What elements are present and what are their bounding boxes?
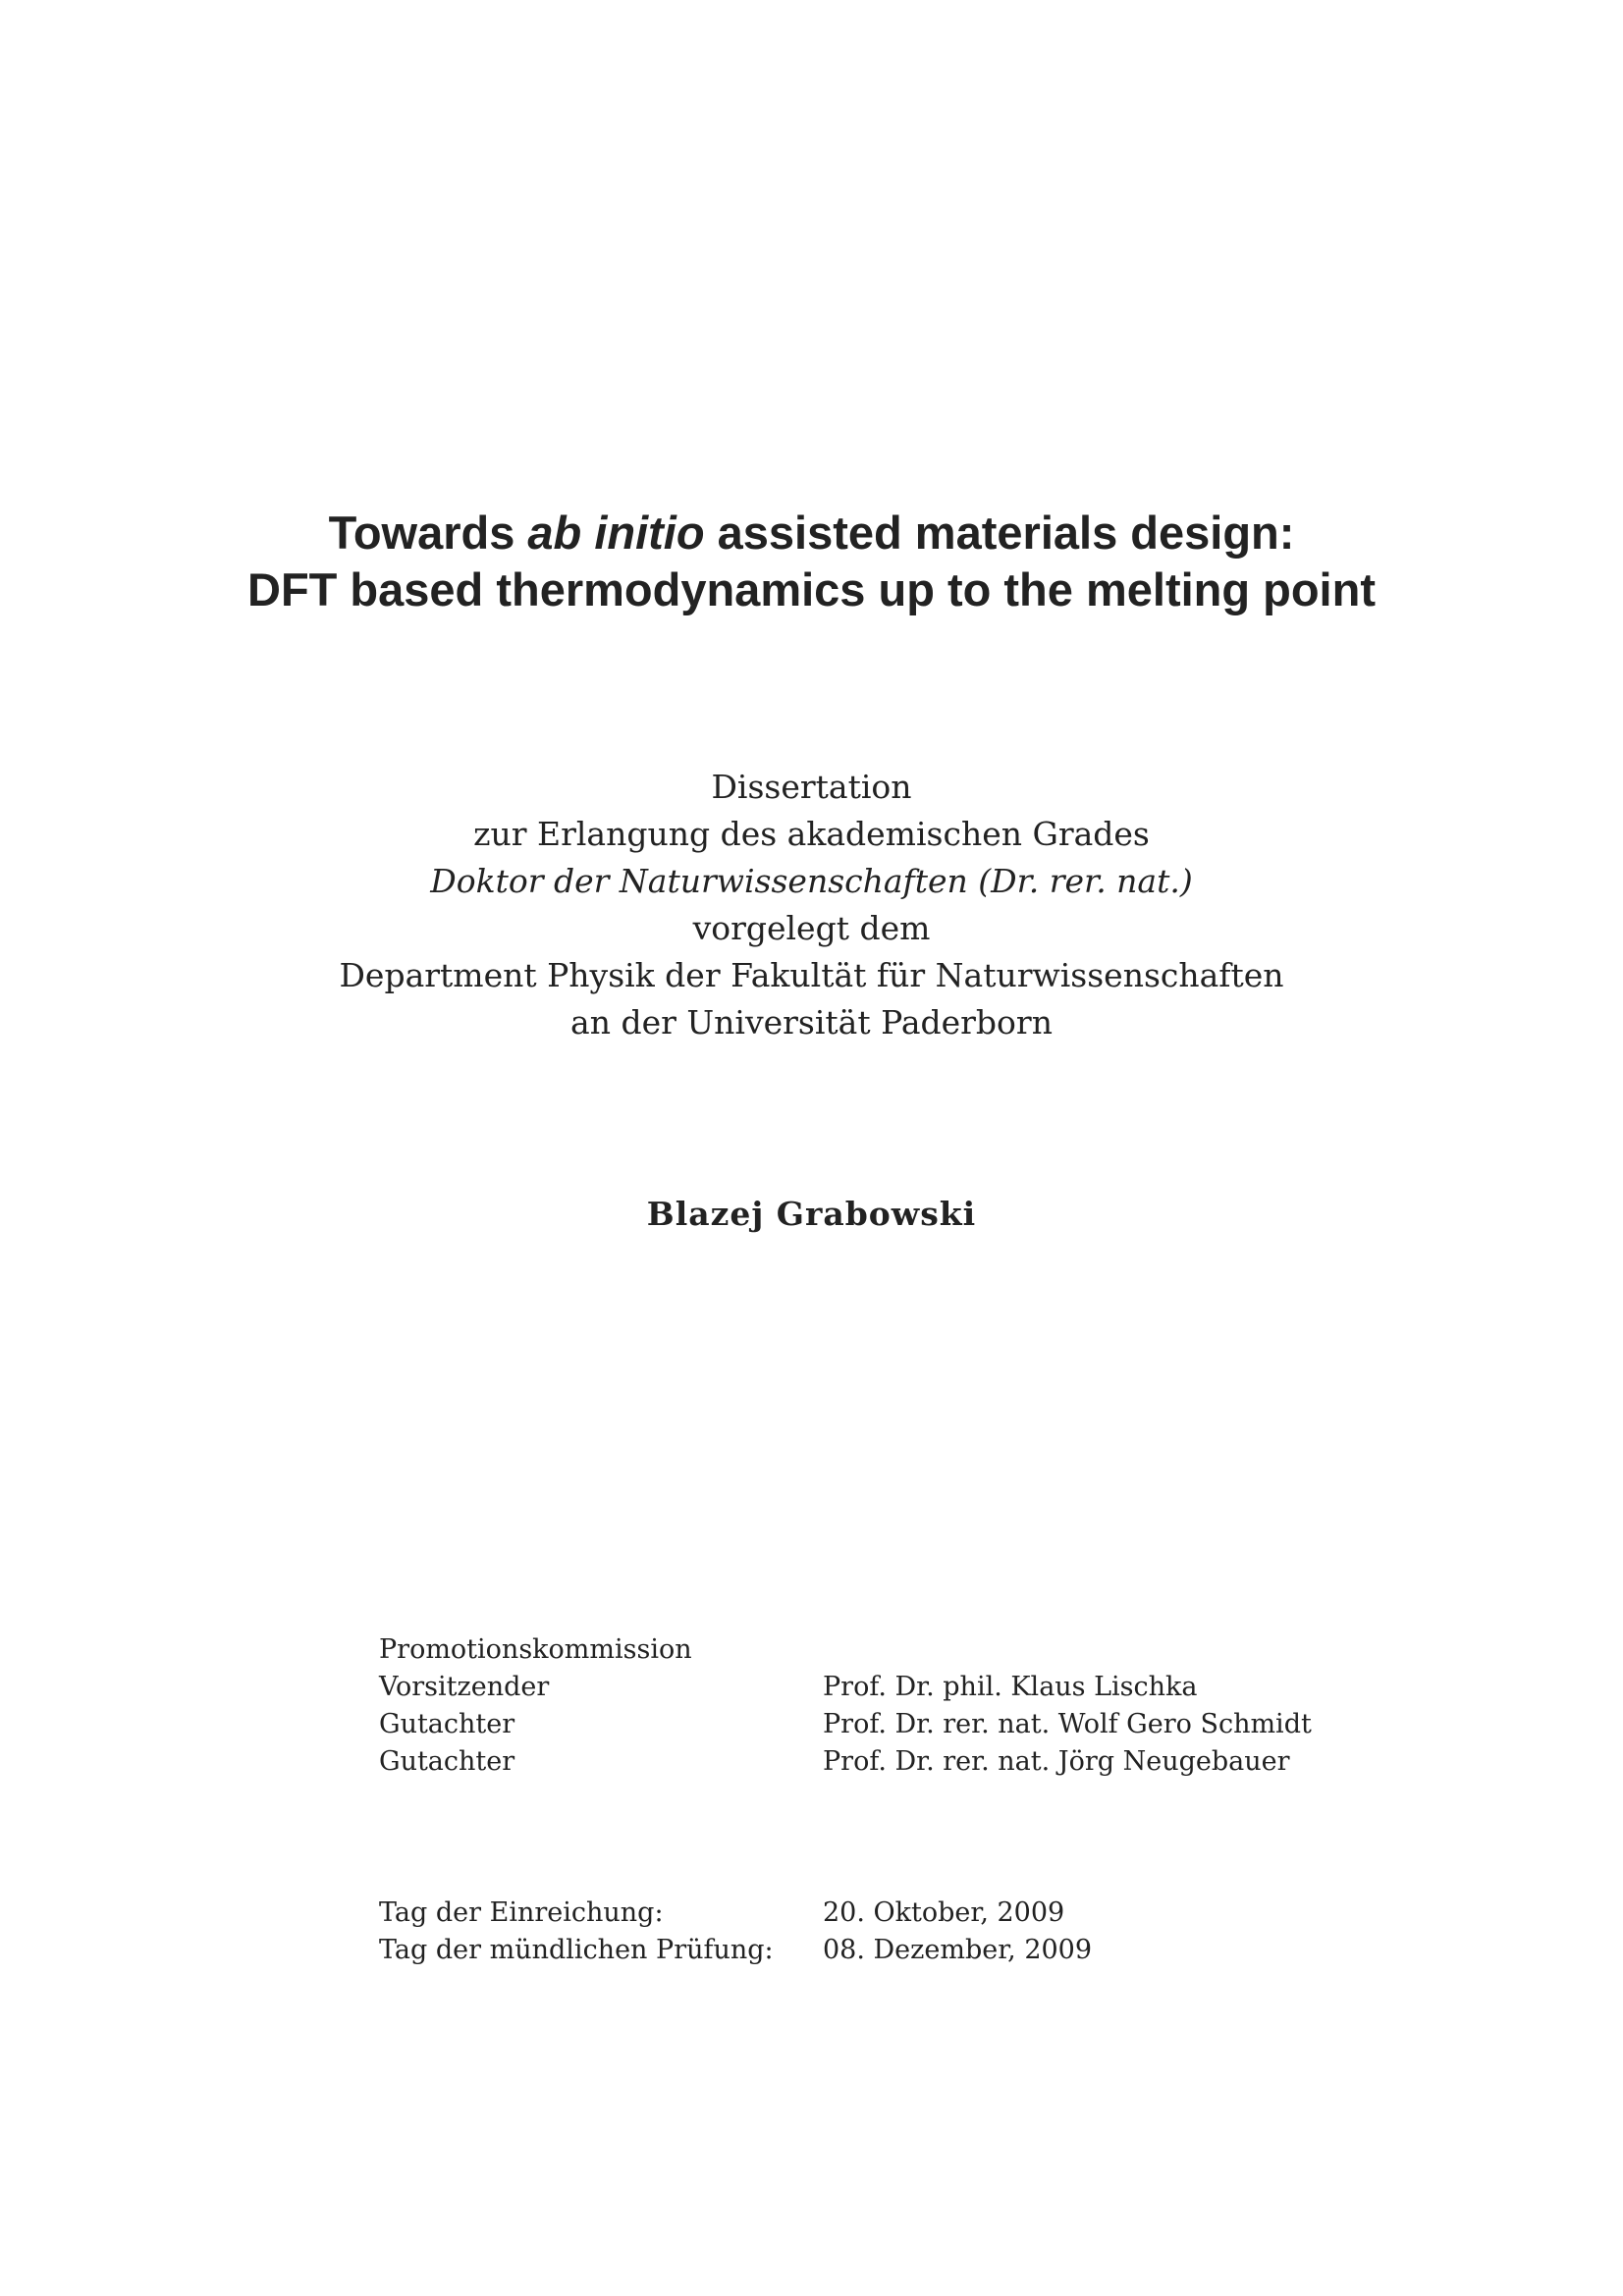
- committee-row: [379, 1743, 1361, 1781]
- date-label: Tag der mündlichen Prüfung:: [379, 1935, 774, 1965]
- committee-role: Gutachter: [379, 1746, 515, 1777]
- date-label: Tag der Einreichung:: [379, 1897, 664, 1928]
- committee-role: Vorsitzender: [379, 1672, 550, 1702]
- committee-block: [379, 1631, 1361, 1781]
- date-row: [379, 1895, 1361, 1932]
- statement-line-4: vorgelegt dem: [692, 909, 931, 947]
- title-line-1: [0, 505, 1623, 561]
- statement-line-1: Dissertation: [711, 768, 912, 806]
- title-line-2: DFT based thermodynamics up to the melting point: [247, 563, 1376, 615]
- date-row: [379, 1932, 1361, 1969]
- date-value: 20. Oktober, 2009: [823, 1897, 1065, 1928]
- committee-row: [379, 1669, 1361, 1706]
- statement-line-5: Department Physik der Fakultät für Naturwissenschaften: [339, 956, 1284, 994]
- committee-member: Prof. Dr. phil. Klaus Lischka: [823, 1672, 1198, 1702]
- date-value: 08. Dezember, 2009: [823, 1935, 1093, 1965]
- statement-line-6: an der Universität Paderborn: [570, 1003, 1053, 1041]
- statement-line-2: zur Erlangung des akademischen Grades: [473, 815, 1150, 853]
- committee-member: Prof. Dr. rer. nat. Wolf Gero Schmidt: [823, 1709, 1312, 1739]
- title-line-1-post: assisted materials design:: [704, 507, 1295, 559]
- author-name: Blazej Grabowski: [646, 1195, 977, 1233]
- title-line-1-italic: ab initio: [527, 507, 705, 559]
- committee-role: Gutachter: [379, 1709, 515, 1739]
- thesis-title: [0, 505, 1623, 618]
- committee-row: [379, 1706, 1361, 1743]
- committee-member: Prof. Dr. rer. nat. Jörg Neugebauer: [823, 1746, 1290, 1777]
- title-line-1-pre: Towards: [328, 507, 528, 559]
- dates-block: [379, 1895, 1361, 1969]
- committee-heading: Promotionskommission: [379, 1634, 692, 1665]
- dissertation-statement: [0, 764, 1623, 1046]
- statement-line-3: Doktor der Naturwissenschaften (Dr. rer. nat.): [430, 862, 1193, 900]
